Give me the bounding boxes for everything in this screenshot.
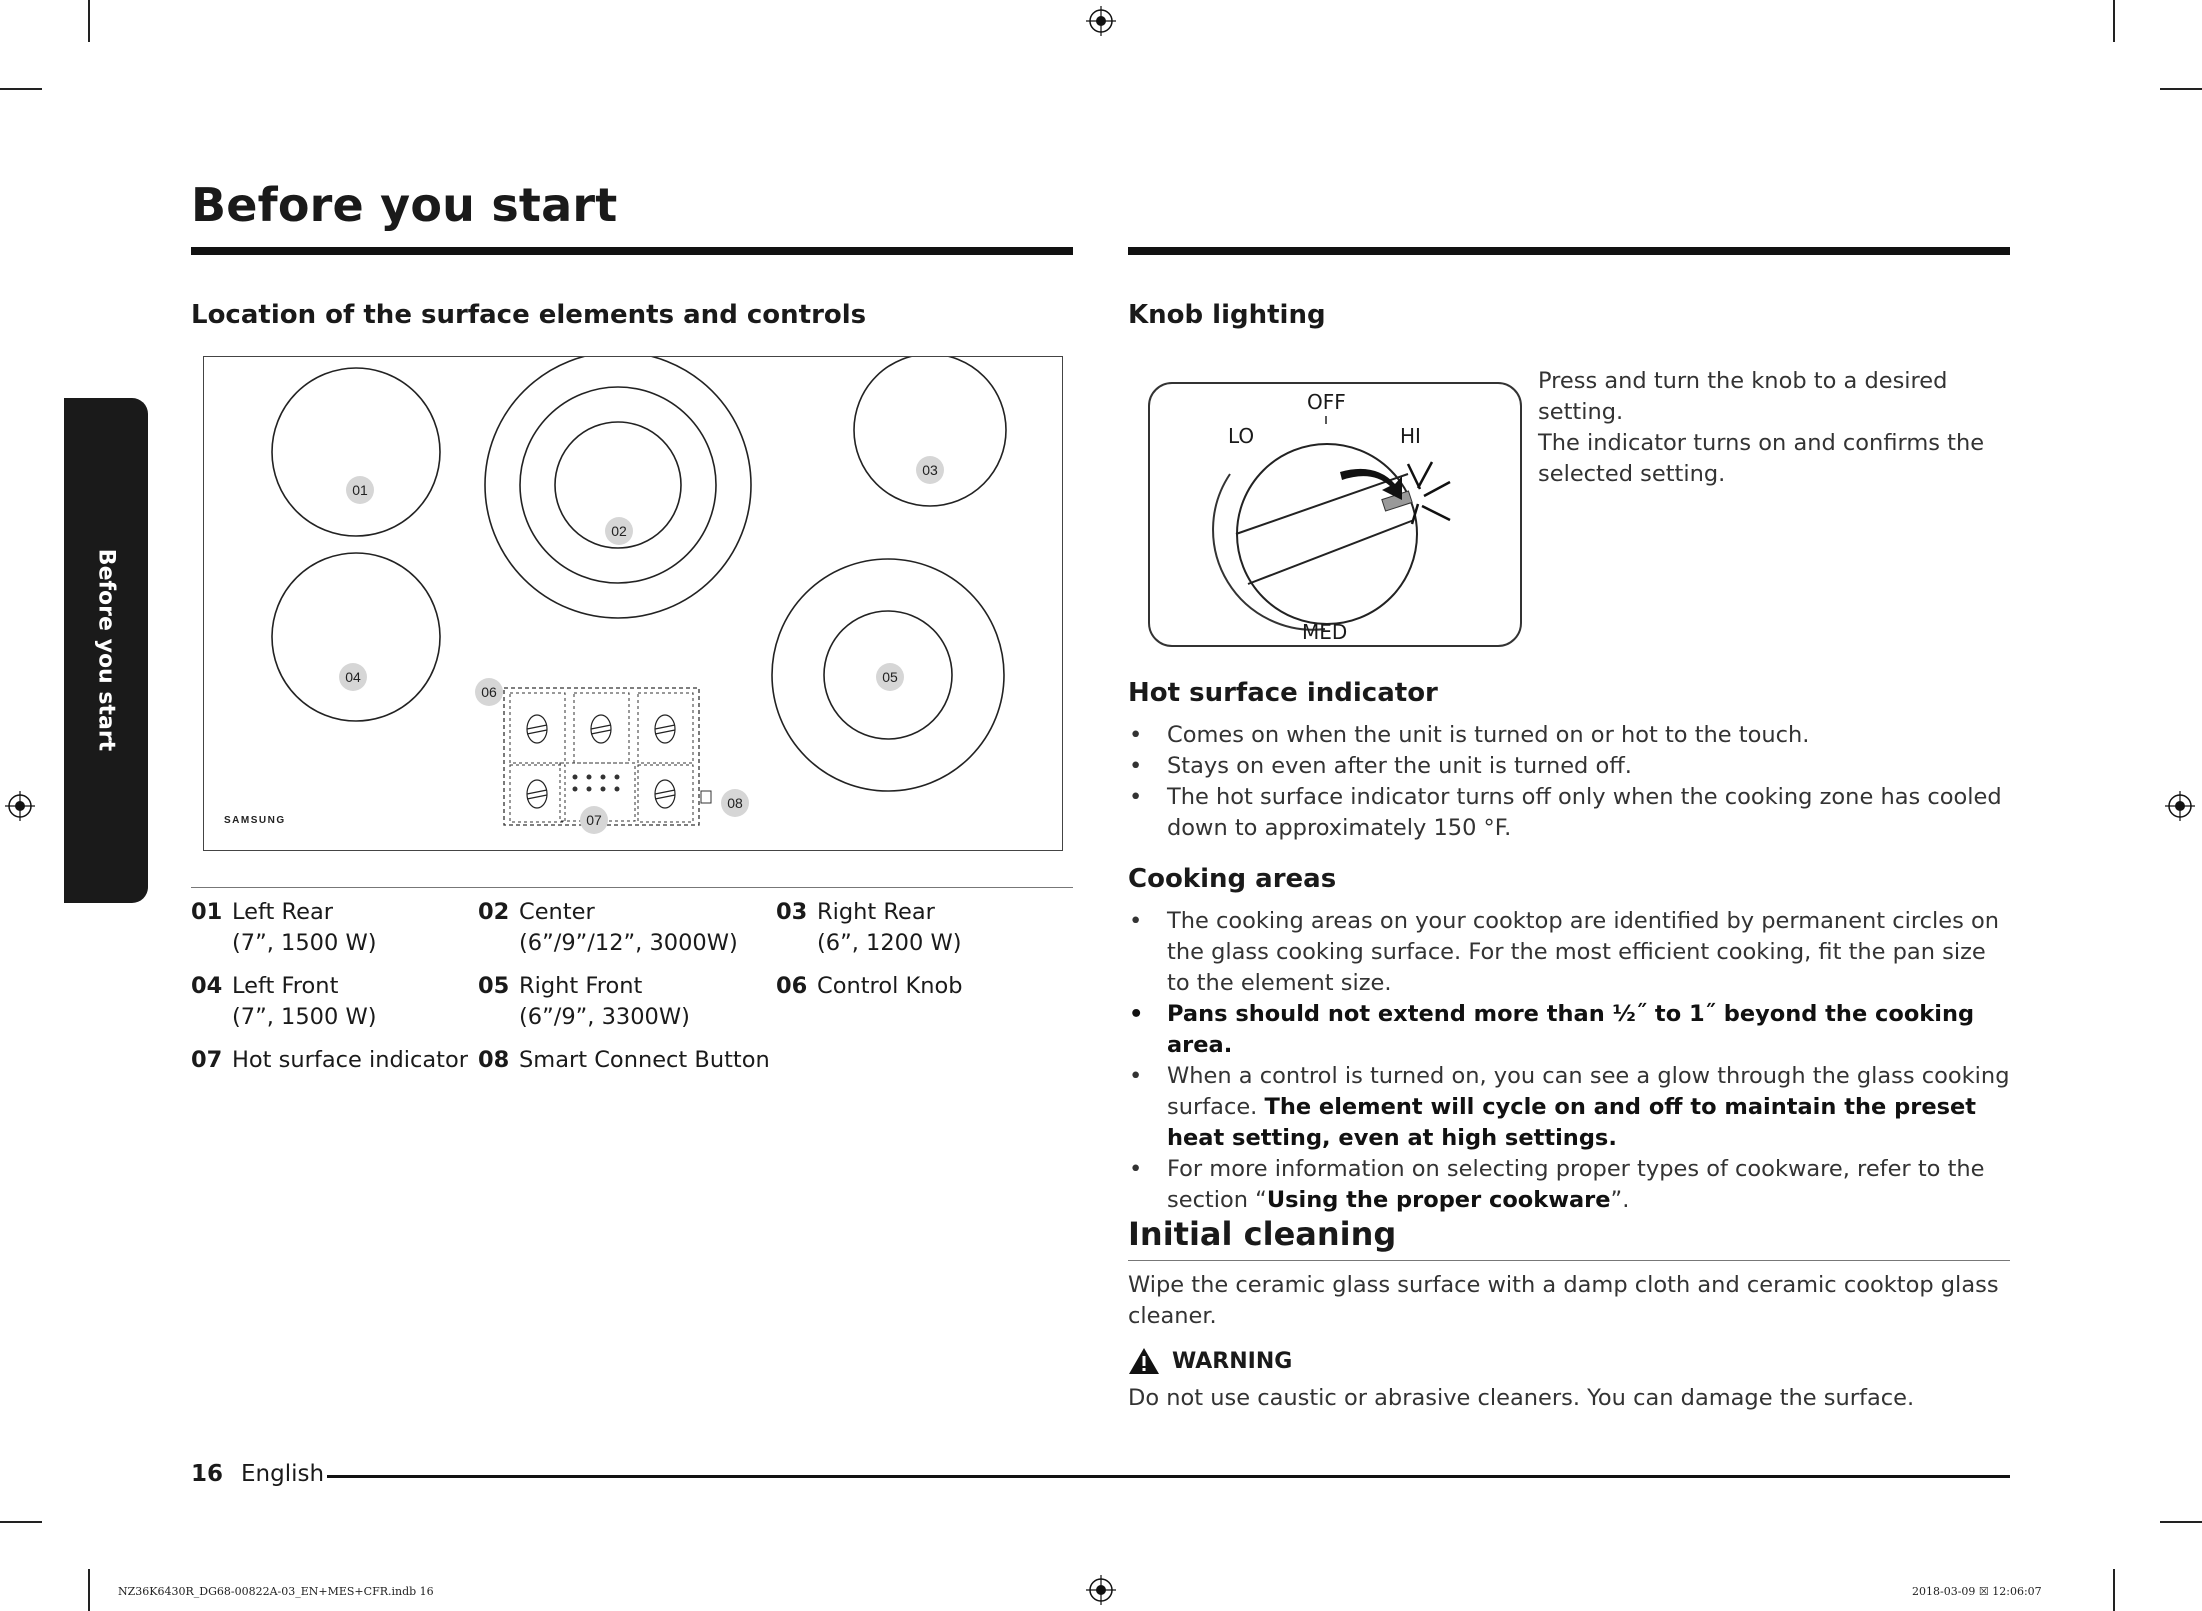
crop-mark: [2113, 0, 2115, 42]
knob-label-off: OFF: [1307, 390, 1346, 414]
crop-mark: [0, 88, 42, 90]
side-tab-label: Before you start: [93, 548, 119, 752]
knob-lighting-text: Press and turn the knob to a desired setting. The indicator turns on and confirms the selected setting.: [1538, 368, 1985, 487]
section-heading-location: Location of the surface elements and controls: [191, 300, 867, 330]
svg-text:05: 05: [882, 669, 898, 685]
legend-divider: [191, 887, 1073, 888]
knob-label-lo: LO: [1228, 424, 1255, 448]
cooking-areas-list: [1128, 906, 2010, 1216]
cooktop-brand: SAMSUNG: [224, 815, 286, 826]
element-left-rear: [272, 368, 440, 536]
section-heading-cooking-areas: Cooking areas: [1128, 864, 1337, 894]
print-slug-right: 2018-03-09 ☒ 12:06:07: [1912, 1585, 2042, 1598]
svg-text:01: 01: [352, 482, 368, 498]
knob-dial: [1237, 444, 1417, 624]
section-heading-knob-lighting: Knob lighting: [1128, 300, 1326, 330]
element-center-outer: [485, 357, 751, 618]
indicator-lights: [573, 775, 620, 792]
callout-01: [346, 476, 374, 504]
light-rays-icon: [1408, 462, 1450, 524]
registration-mark-icon: [2165, 791, 2195, 821]
crop-mark: [2160, 1521, 2202, 1523]
crop-mark: [88, 0, 90, 42]
list-item: • The cooking areas on your cooktop are identified by permanent circles on the glass cooking surface. For the most efficient cooking, fit the pan size to the element size.: [1128, 906, 2010, 999]
list-item: • For more information on selecting proper types of cookware, refer to the section “Using the proper cookware”.: [1128, 1154, 2010, 1216]
callout-04: [339, 663, 367, 691]
section-heading-initial-cleaning: Initial cleaning: [1128, 1215, 1397, 1253]
knob-drawing: [1150, 384, 1520, 645]
title-rule-left: [191, 247, 1073, 255]
svg-text:06: 06: [481, 684, 497, 700]
hot-surface-list: [1128, 720, 2010, 844]
callout-02: [605, 517, 633, 545]
initial-cleaning-divider: [1128, 1260, 2010, 1261]
callout-08: [721, 789, 749, 817]
crop-mark: [2160, 88, 2202, 90]
svg-text:02: 02: [611, 523, 627, 539]
element-left-front: [272, 553, 440, 721]
knob-illustration: [1148, 382, 1522, 647]
page-number: 16: [191, 1461, 224, 1487]
knob-label-hi: HI: [1400, 424, 1421, 448]
element-center-mid: [520, 387, 716, 583]
registration-mark-icon: [1086, 1575, 1116, 1605]
control-panel-outline: [504, 688, 699, 825]
callout-07: [580, 806, 608, 834]
crop-mark: [88, 1569, 90, 1611]
registration-mark-icon: [5, 791, 35, 821]
svg-text:08: 08: [727, 795, 743, 811]
callout-05: [876, 663, 904, 691]
footer-rule: [327, 1475, 2010, 1478]
cooktop-illustration: [204, 357, 1062, 850]
cooktop-diagram: [203, 356, 1063, 851]
warning-label: WARNING: [1172, 1348, 1293, 1374]
crop-mark: [2113, 1569, 2115, 1611]
svg-text:04: 04: [345, 669, 361, 685]
section-heading-hot-surface: Hot surface indicator: [1128, 678, 1438, 708]
list-item: • When a control is turned on, you can see a glow through the glass cooking surface. The element will cycle on and off to maintain the preset heat setting, even at high settings.: [1128, 1061, 2010, 1154]
side-tab[interactable]: [64, 398, 148, 903]
page-title: Before you start: [191, 178, 618, 232]
list-item: • Pans should not extend more than ½˝ to 1˝ beyond the cooking area.: [1128, 999, 2010, 1061]
crop-mark: [0, 1521, 42, 1523]
panel-knob-icon: [527, 715, 675, 808]
initial-cleaning-text: Wipe the ceramic glass surface with a damp cloth and ceramic cooktop glass cleaner.: [1128, 1272, 1999, 1329]
warning-text: Do not use caustic or abrasive cleaners. You can damage the surface.: [1128, 1385, 1915, 1411]
svg-text:03: 03: [922, 462, 938, 478]
callout-03: [916, 456, 944, 484]
title-rule-right: [1128, 247, 2010, 255]
footer-language: English: [241, 1461, 325, 1487]
warning-icon: [1128, 1347, 1160, 1375]
svg-text:07: 07: [586, 812, 602, 828]
callout-06: [475, 678, 503, 706]
warning-row: [1128, 1345, 1292, 1377]
list-item: • The hot surface indicator turns off only when the cooking zone has cooled down to approximately 150 °F.: [1128, 782, 2010, 844]
list-item: • Stays on even after the unit is turned off.: [1128, 751, 2010, 782]
list-item: • Comes on when the unit is turned on or hot to the touch.: [1128, 720, 2010, 751]
knob-label-med: MED: [1302, 620, 1348, 644]
print-slug-left: NZ36K6430R_DG68-00822A-03_EN+MES+CFR.indb 16: [118, 1585, 434, 1598]
registration-mark-icon: [1086, 6, 1116, 36]
